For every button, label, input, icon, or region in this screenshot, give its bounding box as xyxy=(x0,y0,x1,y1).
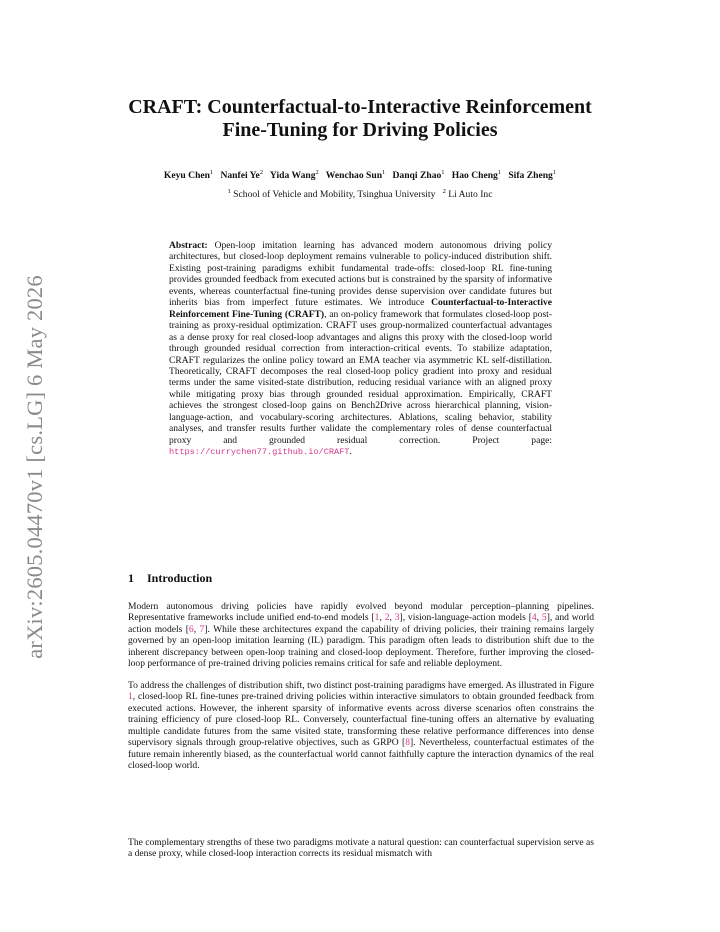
author-affiliation-mark: 1 xyxy=(382,169,386,176)
author-affiliation-mark: 1 xyxy=(210,169,214,176)
paragraph xyxy=(128,837,594,860)
paragraph-text: ], vision-language-action models [ xyxy=(399,612,532,624)
citation-link[interactable]: 8 xyxy=(405,737,410,749)
affiliation-li-auto: Li Auto Inc xyxy=(448,189,493,201)
author-affiliation-mark: 1 xyxy=(497,169,502,176)
author-affiliation-mark: 2 xyxy=(315,169,319,176)
abstract-label: Abstract: xyxy=(169,240,208,251)
paragraph-text: ], and world action models [ xyxy=(128,612,595,635)
affiliation-mark: 2 xyxy=(442,188,446,195)
citation-link[interactable]: 5 xyxy=(541,612,547,624)
affiliations xyxy=(110,186,610,201)
title-line-1: CRAFT: Counterfactual-to-Interactive Reinforcement xyxy=(128,96,592,118)
section-heading xyxy=(128,571,212,586)
paragraph-text: , closed-loop RL fine-tunes pre-trained driving policies within interactive simulators to obtain grounded feedback from executed actions. However, the inherent sparsity of informative events across diverse scenarios often constrains the training efficiency of pure closed-loop RL. Conversely, counterfactual fine-tuning offers an alternative by evaluating multiple candidate futures from the same visited state, transforming these relative performance differences into dense supervisory signals through group-relative objectives, such as GRPO [ xyxy=(128,691,594,749)
arxiv-sidebar-stamp xyxy=(20,262,50,672)
paragraph-text: ]. Nevertheless, counterfactual estimates of the future remain inherently biased, as the counterfactual world cannot faithfully capture the interaction dynamics of the real closed-loop world. xyxy=(128,737,594,772)
citation-link[interactable]: 1 xyxy=(374,612,380,624)
paragraph-text: ]. While these architectures expand the capability of driving policies, their training remains largely governed by an open-loop imitation learning (IL) paradigm. This paradigm often leads to distribution shift due to the inherent discrepancy between open-loop training and closed-loop deployment. Therefore, further improving the closed-loop performance of pre-trained driving policies remains critical for safe and reliable deployment. xyxy=(128,623,595,670)
author: Danqi Zhao xyxy=(392,170,442,182)
author-affiliation-mark: 1 xyxy=(552,169,557,176)
citation-link[interactable]: 4 xyxy=(531,612,537,624)
author: Wenchao Sun xyxy=(325,170,383,182)
author: Sifa Zheng xyxy=(508,170,553,182)
abstract-period: . xyxy=(349,446,352,458)
paragraph-text: To address the challenges of distribution shift, two distinct post-training paradigms have emerged. As illustrated in Figure xyxy=(128,680,594,691)
abstract-text: , an on-policy framework that formulates closed-loop post-training as proxy-residual optimization. CRAFT uses group-normalized counterfactual advantages as a dense proxy for real closed-loop advantages and aligns this proxy with the closed-loop world through grounded residual correction from interaction-critical events. To stabilize adaptation, CRAFT regularizes the online policy toward an EMA teacher via asymmetric KL self-distillation. Theoretically, CRAFT decomposes the real closed-loop policy gradient into proxy and residual terms under the same visited-state distribution, reducing residual variance with an aligned proxy while mitigating proxy bias through grounded residual approximation. Empirically, CRAFT achieves the strongest closed-loop gains on Bench2Drive across hierarchical planning, vision-language-action, and vocabulary-scoring architectures. Ablations, scaling behavior, stability analyses, and transfer results further validate the complementary roles of dense counterfactual proxy and grounded residual correction. Project page: xyxy=(169,308,552,446)
figure-link[interactable]: 1 xyxy=(128,691,133,703)
section-number: 1 xyxy=(128,571,134,585)
section-title: Introduction xyxy=(147,571,213,585)
paragraph-text: , xyxy=(379,612,385,624)
abstract-text: Open-loop imitation learning has advanced modern autonomous driving policy architectures, but closed-loop deployment remains vulnerable to policy-induced distribution shift. Existing post-training paradigms exhibit fundamental trade-offs: closed-loop RL fine-tuning provides grounded feedback from executed actions but is constrained by the sparsity of informative events, whereas counterfactual fine-tuning provides dense supervision over candidate futures but inherits bias from imperfect future estimates. We introduce xyxy=(169,240,552,309)
author: Keyu Chen xyxy=(163,170,210,182)
paragraph-text: The complementary strengths of these two paradigms motivate a natural question: can counterfactual supervision serve as a dense proxy, while closed-loop interaction corrects its residual mismatch with xyxy=(128,837,594,860)
project-page-link[interactable]: https://currychen77.github.io/CRAFT xyxy=(169,447,350,458)
paragraph-text: Modern autonomous driving policies have rapidly evolved beyond modular perception–planning pipelines. Representative frameworks include unified end-to-end models [ xyxy=(128,601,594,624)
paragraph-text: , xyxy=(536,612,542,624)
method-name: Counterfactual-to-Interactive Reinforcement Fine-Tuning (CRAFT) xyxy=(169,297,552,320)
citation-link[interactable]: 7 xyxy=(199,623,205,635)
author-affiliation-mark: 1 xyxy=(441,169,445,176)
title-line-2: Fine-Tuning for Driving Policies xyxy=(222,119,498,141)
citation-link[interactable]: 6 xyxy=(188,623,194,635)
arxiv-identifier: arXiv:2605.04470v1 [cs.LG] 6 May 2026 xyxy=(22,275,47,659)
affiliation-tsinghua: School of Vehicle and Mobility, Tsinghua University xyxy=(233,189,436,201)
paper-title xyxy=(110,96,610,142)
author-list xyxy=(110,167,610,182)
author: Yida Wang xyxy=(269,170,316,182)
author: Nanfei Ye xyxy=(220,170,260,182)
paragraph xyxy=(128,680,594,772)
paragraph-text: , xyxy=(193,623,200,635)
affiliation-mark: 1 xyxy=(227,188,231,195)
paragraph xyxy=(128,601,594,670)
paragraph-text: , xyxy=(389,612,395,624)
citation-link[interactable]: 2 xyxy=(384,612,390,624)
author: Hao Cheng xyxy=(451,170,498,182)
citation-link[interactable]: 3 xyxy=(394,612,400,624)
author-affiliation-mark: 2 xyxy=(259,169,264,176)
abstract xyxy=(169,240,552,459)
